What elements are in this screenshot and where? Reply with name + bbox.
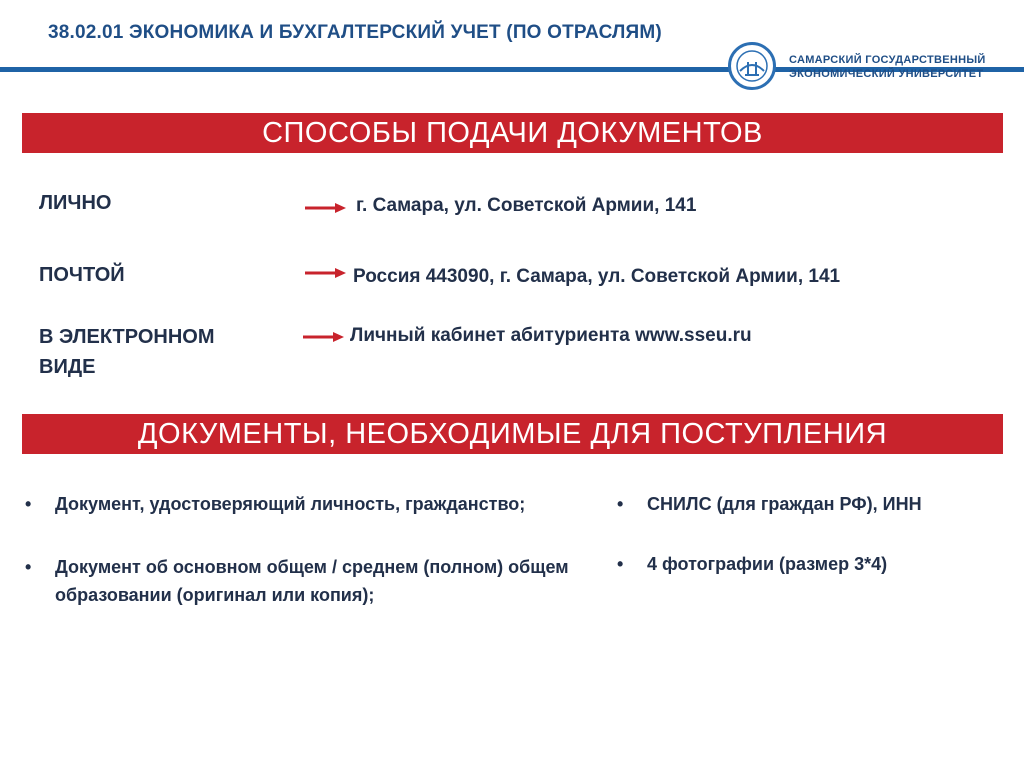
document-item-text: Документ об основном общем / среднем (полном) общем образовании (оригинал или копия);	[55, 557, 569, 605]
method-label-post: ПОЧТОЙ	[39, 264, 125, 286]
university-logo-icon	[728, 42, 776, 90]
arrow-right-icon	[303, 331, 345, 343]
document-item-text: 4 фотографии (размер 3*4)	[647, 554, 888, 574]
arrow-right-icon	[305, 202, 347, 214]
bullet: •	[617, 494, 624, 514]
list-item	[617, 550, 987, 578]
document-item-text: СНИЛС (для граждан РФ), ИНН	[647, 494, 922, 514]
bullet: •	[25, 557, 32, 577]
university-name-line1: САМАРСКИЙ ГОСУДАРСТВЕННЫЙ	[789, 54, 986, 66]
submission-heading: СПОСОБЫ ПОДАЧИ ДОКУМЕНТОВ	[22, 113, 1003, 153]
list-item	[617, 490, 987, 518]
documents-heading: ДОКУМЕНТЫ, НЕОБХОДИМЫЕ ДЛЯ ПОСТУПЛЕНИЯ	[22, 414, 1003, 454]
list-item	[25, 553, 585, 609]
bullet: •	[617, 554, 624, 574]
list-item	[25, 490, 595, 518]
university-name-line2: ЭКОНОМИЧЕСКИЙ УНИВЕРСИТЕТ	[789, 68, 984, 80]
university-name	[789, 53, 986, 81]
document-item-text: Документ, удостоверяющий личность, гражданство;	[55, 494, 526, 514]
bullet: •	[25, 494, 32, 514]
method-value-electronic: Личный кабинет абитуриента www.sseu.ru	[350, 325, 752, 346]
method-value-post: Россия 443090, г. Самара, ул. Советской Армии, 141	[353, 266, 841, 287]
arrow-right-icon	[305, 267, 347, 279]
program-title: 38.02.01 ЭКОНОМИКА И БУХГАЛТЕРСКИЙ УЧЕТ (ПО ОТРАСЛЯМ)	[48, 22, 662, 43]
method-label-electronic: В ЭЛЕКТРОННОМ ВИДЕ	[39, 326, 215, 378]
method-label-in-person: ЛИЧНО	[39, 192, 112, 214]
method-value-in-person: г. Самара, ул. Советской Армии, 141	[356, 195, 697, 216]
